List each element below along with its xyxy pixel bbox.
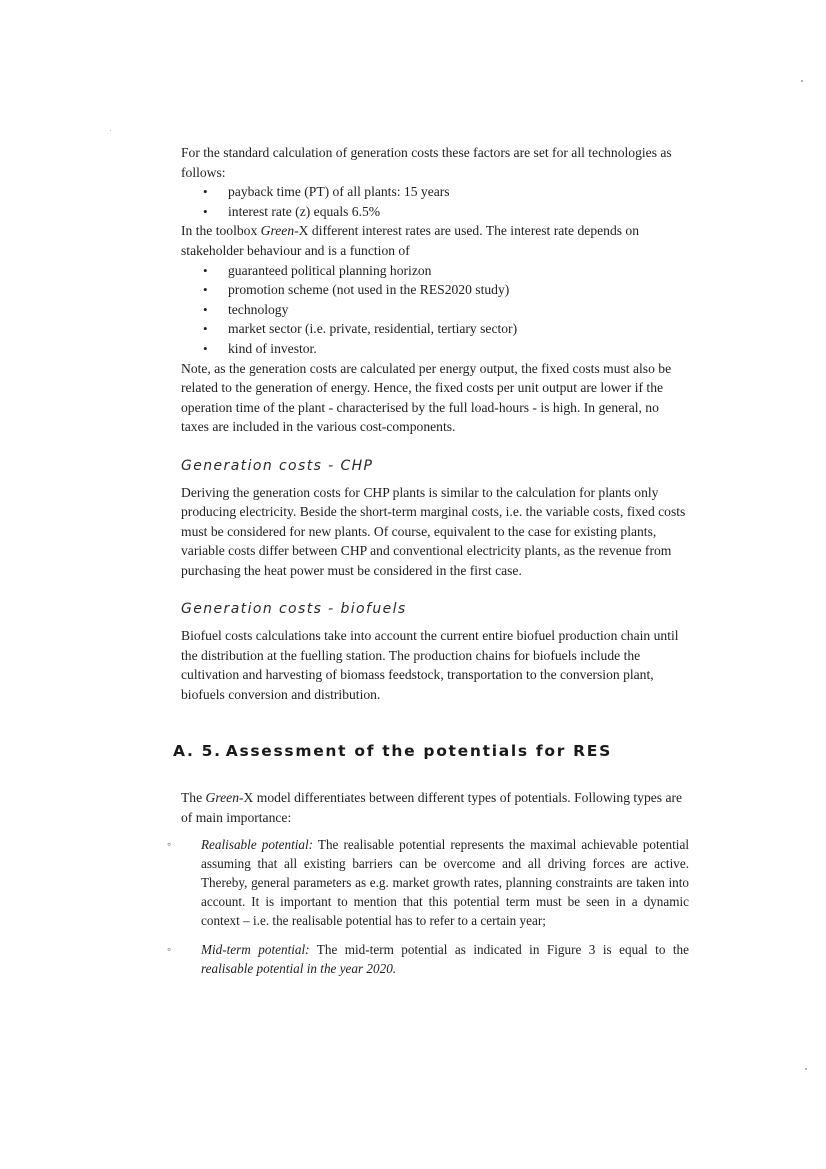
list-item: • technology xyxy=(181,300,689,320)
model-name: Green xyxy=(205,790,240,806)
list-item: • guaranteed political planning horizon xyxy=(181,261,689,281)
list-item: • kind of investor. xyxy=(181,339,689,359)
section-heading xyxy=(173,742,689,762)
scan-speck xyxy=(801,80,803,82)
list-item: • payback time (PT) of all plants: 15 years xyxy=(181,182,689,202)
list-item: ◦ Realisable potential: The realisable potential represents the maximal achievable potential assuming that all existing barriers can be overcome and all driving forces are active. Thereby, general parameters as e.g. market growth rates, planning constraints are taken into account. It is important to mention that this potential term must be seen in a dynamic context – i.e. the realisable potential has to refer to a certain year; xyxy=(181,835,689,930)
term: Realisable potential: xyxy=(201,837,314,853)
scan-speck xyxy=(805,1068,807,1070)
biofuels-paragraph: Biofuel costs calculations take into account the current entire biofuel production chain until the distribution at the fuelling station. The production chains for biofuels include the cultivation and harvesting of biomass feedstock, transportation to the conversion plant, biofuels conversion and distribution. xyxy=(181,628,679,702)
standard-factors-list xyxy=(181,182,689,221)
term: Mid-term potential: xyxy=(201,942,310,958)
section-number: A. 5. xyxy=(173,742,222,761)
chp-heading: Generation costs - CHP xyxy=(181,457,374,474)
model-name: Green xyxy=(260,223,295,239)
scan-speck xyxy=(110,130,111,131)
intro-paragraph: For the standard calculation of generation costs these factors are set for all technologies as follows: xyxy=(181,145,672,180)
biofuels-heading: Generation costs - biofuels xyxy=(181,601,407,618)
interest-factors-list xyxy=(181,261,689,359)
chp-paragraph: Deriving the generation costs for CHP plants is similar to the calculation for plants only producing electricity. Beside the short-term marginal costs, i.e. the variable costs, fixed costs must be considered for new plants. Of course, equivalent to the case for existing plants, variable costs differ between CHP and conventional electricity plants, as the revenue from purchasing the heat power must be considered in the first case. xyxy=(181,484,686,578)
toolbox-paragraph: In the toolbox Green-X different interest rates are used. The interest rate depends on stakeholder behaviour and is a function of xyxy=(181,223,640,258)
list-item: • promotion scheme (not used in the RES2020 study) xyxy=(181,280,689,300)
note-paragraph: Note, as the generation costs are calculated per energy output, the fixed costs must also be related to the generation of energy. Hence, the fixed costs per unit output are lower if the operation time of the plant - characterised by the full load-hours - is high. In general, no taxes are included in the various cost-components. xyxy=(181,360,672,435)
potentials-list xyxy=(181,835,689,978)
list-item: • market sector (i.e. private, residential, tertiary sector) xyxy=(181,319,689,339)
section-title: Assessment of the potentials for RES xyxy=(225,742,612,761)
potentials-intro: The Green-X model differentiates between different types of potentials. Following types are of main importance: xyxy=(181,790,683,825)
list-item: ◦ Mid-term potential: The mid-term potential as indicated in Figure 3 is equal to the realisable potential in the year 2020. xyxy=(181,940,689,978)
document-page xyxy=(173,143,689,988)
list-item: • interest rate (z) equals 6.5% xyxy=(181,202,689,222)
